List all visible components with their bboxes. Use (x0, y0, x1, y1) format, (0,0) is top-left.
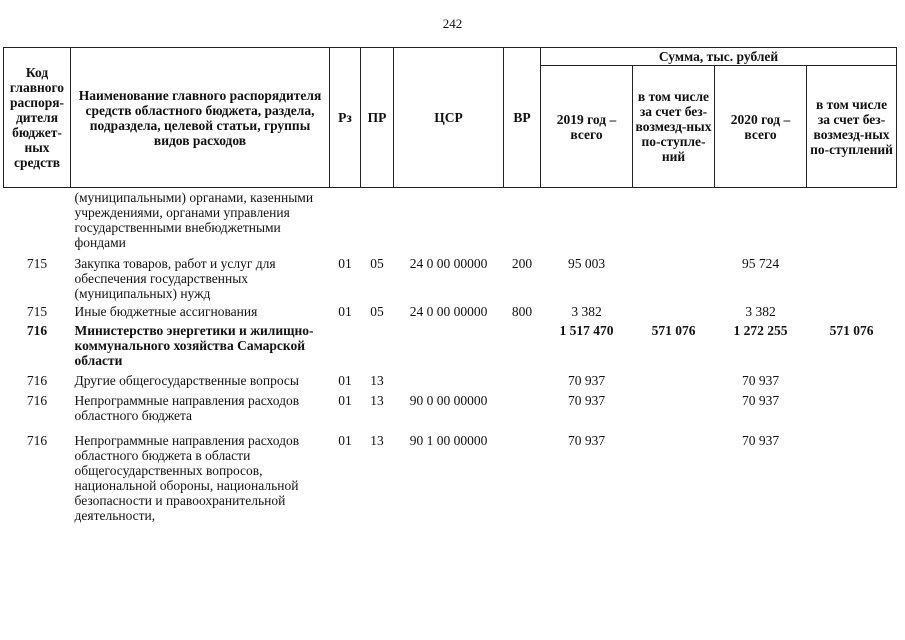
table-header (4, 48, 897, 188)
cell-csr: 24 0 00 00000 (409, 256, 488, 271)
cell-csr: 90 0 00 00000 (409, 393, 488, 408)
budget-table (3, 47, 897, 523)
cell-2020-total: 70 937 (741, 373, 780, 388)
cell-2019-free (633, 388, 715, 423)
cell-code: 716 (26, 373, 48, 388)
cell-rz: 01 (338, 256, 352, 271)
cell-2019-total: 3 382 (571, 304, 602, 319)
header-csr: ЦСР (394, 48, 504, 188)
header-pr: ПР (361, 48, 394, 188)
header-rz: Рз (330, 48, 361, 188)
table-row (4, 250, 897, 301)
cell-name: Другие общегосударственные вопросы (74, 373, 299, 388)
cell-2020-total: 70 937 (741, 433, 780, 448)
table-body (4, 188, 897, 524)
cell-name: (муниципальными) органами, казенными учреждениями, органами управления государственными внебюджетными фондами (74, 190, 314, 250)
cell-2020-total: 70 937 (741, 393, 780, 408)
cell-csr (394, 319, 504, 368)
cell-2019-free (633, 301, 715, 319)
cell-2020-free: 571 076 (829, 323, 874, 338)
cell-2019-free (633, 188, 715, 251)
header-sum-group: Сумма, тыс. рублей (541, 48, 897, 66)
table-row (4, 423, 897, 523)
cell-pr: 13 (370, 393, 384, 408)
cell-vr: 800 (511, 304, 533, 319)
cell-pr (361, 319, 394, 368)
cell-2019-total (541, 188, 633, 251)
cell-vr (504, 188, 541, 251)
cell-name: Непрограммные направления расходов областного бюджета (74, 393, 300, 423)
cell-2019-free (633, 250, 715, 301)
table-row (4, 301, 897, 319)
header-name: Наименование главного распорядителя средств областного бюджета, раздела, подраздела, целевой статьи, группы видов расходов (71, 48, 330, 188)
cell-2020-free (807, 301, 897, 319)
cell-vr (504, 319, 541, 368)
table-row (4, 368, 897, 388)
cell-code: 715 (26, 304, 48, 319)
cell-code: 715 (26, 256, 48, 271)
cell-2020-free (807, 388, 897, 423)
cell-2019-total: 70 937 (567, 393, 606, 408)
header-2019-total: 2019 год – всего (541, 66, 633, 188)
cell-2020-free (807, 423, 897, 523)
cell-2019-total: 70 937 (567, 433, 606, 448)
cell-rz: 01 (338, 433, 352, 448)
cell-2019-total: 95 003 (567, 256, 606, 271)
cell-2020-free (807, 188, 897, 251)
header-code: Код главного распоря-дителя бюджет-ных средств (4, 48, 71, 188)
cell-2019-total: 70 937 (567, 373, 606, 388)
cell-code: 716 (26, 323, 48, 338)
cell-name: Непрограммные направления расходов областного бюджета в области общегосударственных вопросов, национальной обороны, национальной безопасности и правоохранительной деятельности, (74, 433, 300, 523)
cell-2019-total: 1 517 470 (559, 323, 614, 338)
cell-code: 716 (26, 433, 48, 448)
cell-rz (330, 188, 361, 251)
cell-vr (504, 388, 541, 423)
cell-2020-total: 1 272 255 (733, 323, 788, 338)
cell-rz: 01 (338, 304, 352, 319)
cell-code: 716 (26, 393, 48, 408)
table-row (4, 319, 897, 368)
cell-rz: 01 (338, 373, 352, 388)
cell-pr (361, 188, 394, 251)
cell-pr: 05 (370, 304, 384, 319)
cell-2020-total (715, 188, 807, 251)
cell-rz: 01 (338, 393, 352, 408)
cell-vr (504, 368, 541, 388)
cell-2019-free (633, 368, 715, 388)
cell-csr: 24 0 00 00000 (409, 304, 488, 319)
cell-2020-free (807, 250, 897, 301)
cell-pr: 13 (370, 433, 384, 448)
cell-name: Иные бюджетные ассигнования (74, 304, 258, 319)
cell-csr: 90 1 00 00000 (409, 433, 488, 448)
cell-vr (504, 423, 541, 523)
header-2020-total: 2020 год – всего (715, 66, 807, 188)
cell-pr: 05 (370, 256, 384, 271)
cell-name: Закупка товаров, работ и услуг для обеспечения государственных (муниципальных) нужд (74, 256, 276, 301)
cell-2020-total: 95 724 (741, 256, 780, 271)
cell-csr (394, 368, 504, 388)
page-number: 242 (442, 16, 463, 31)
cell-2019-free: 571 076 (651, 323, 696, 338)
cell-pr: 13 (370, 373, 384, 388)
table-row (4, 188, 897, 251)
cell-name: Министерство энергетики и жилищно-коммунального хозяйства Самарской области (74, 323, 314, 368)
header-2019-free: в том числе за счет без-возмезд-ных по-ступле-ний (633, 66, 715, 188)
header-vr: ВР (504, 48, 541, 188)
cell-2020-total: 3 382 (745, 304, 776, 319)
cell-vr: 200 (511, 256, 533, 271)
cell-2019-free (633, 423, 715, 523)
header-2020-free: в том числе за счет без-возмезд-ных по-ступлений (807, 66, 897, 188)
cell-csr (394, 188, 504, 251)
table-row (4, 388, 897, 423)
cell-2020-free (807, 368, 897, 388)
cell-rz (330, 319, 361, 368)
cell-code (4, 188, 71, 251)
